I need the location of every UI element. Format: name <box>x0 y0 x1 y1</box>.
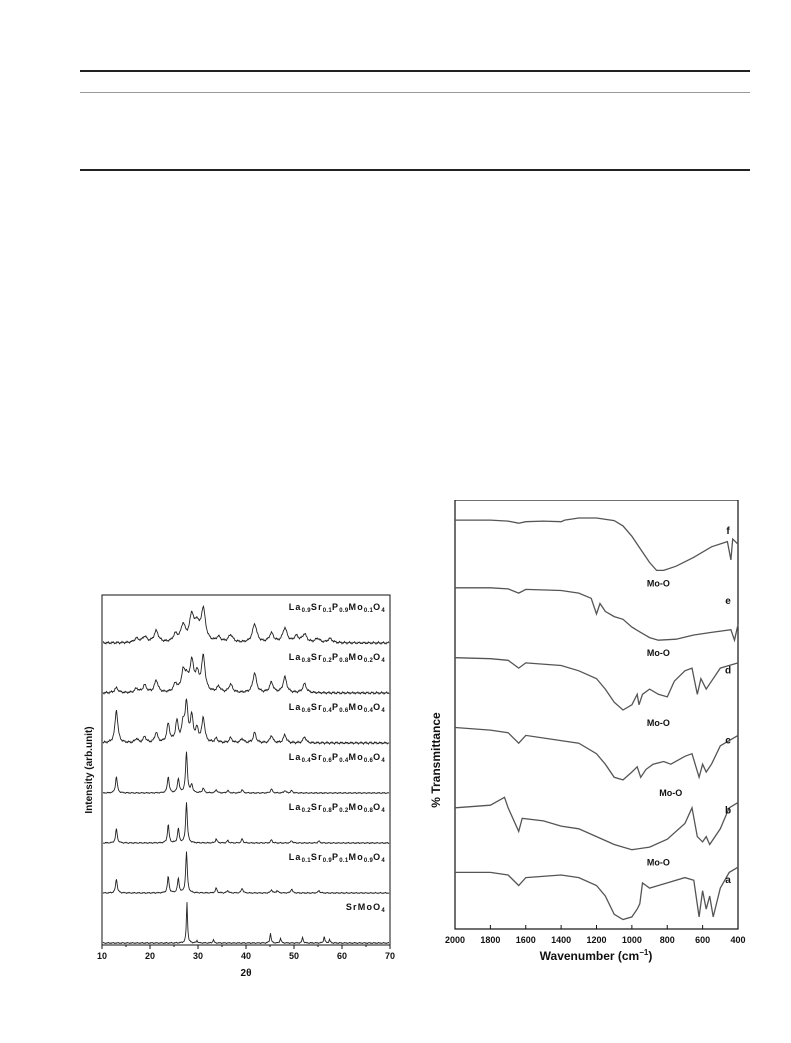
ir-figure <box>428 500 758 985</box>
xrd-x-tick-label-1: 20 <box>144 951 156 961</box>
ir-x-tick-label-3: 1400 <box>551 935 572 945</box>
ir-y-axis-title: % Transmittance <box>429 712 443 808</box>
xrd-x-axis-title: 2θ <box>240 968 252 979</box>
ir-series-label-c: c <box>725 735 731 747</box>
ir-series-label-a: a <box>725 875 731 887</box>
xrd-figure <box>80 590 400 985</box>
ir-mo-o-annotation-e: Mo-O <box>646 648 670 659</box>
table-header-rule <box>80 92 750 93</box>
ir-series-label-e: e <box>725 595 731 607</box>
ir-x-tick-label-8: 400 <box>730 935 746 945</box>
ir-x-tick-label-1: 1800 <box>480 935 501 945</box>
xrd-x-tick-label-3: 40 <box>240 951 252 961</box>
ir-x-tick-label-4: 1200 <box>586 935 607 945</box>
ir-chart <box>428 500 758 985</box>
xrd-series-label-5: $La_{0.1}Sr_{0.9}P_{0.1}Mo_{0.9}O_4$ <box>288 852 385 864</box>
ir-x-tick-label-6: 800 <box>659 935 675 945</box>
xrd-x-tick-label-5: 60 <box>336 951 348 961</box>
ir-x-tick-label-0: 2000 <box>444 935 466 945</box>
ir-mo-o-annotation-d: Mo-O <box>646 718 670 729</box>
xrd-chart <box>80 590 400 985</box>
ir-plot-frame <box>455 500 738 929</box>
xrd-series-label-3: $La_{0.4}Sr_{0.6}P_{0.4}Mo_{0.6}O_4$ <box>288 752 385 764</box>
ir-series-a <box>455 867 738 919</box>
xrd-series-label-1: $La_{0.8}Sr_{0.2}P_{0.8}Mo_{0.2}O_4$ <box>288 652 385 664</box>
ir-series-f <box>455 518 738 570</box>
ir-x-tick-label-5: 1000 <box>621 935 642 945</box>
ir-series-label-f: f <box>726 526 730 537</box>
xrd-x-tick-label-0: 10 <box>96 951 108 961</box>
ir-series-c <box>455 728 738 780</box>
xrd-series-label-0: $La_{0.9}Sr_{0.1}P_{0.9}Mo_{0.1}O_4$ <box>288 602 385 614</box>
ir-mo-o-annotation-f: Mo-O <box>646 578 670 589</box>
ir-series-d <box>455 658 738 710</box>
xrd-y-axis-title: Intensity (arb.unit) <box>84 726 95 814</box>
table-top-rule <box>80 70 750 72</box>
xrd-x-tick-label-4: 50 <box>288 951 300 961</box>
xrd-x-tick-label-6: 70 <box>384 951 396 961</box>
ir-mo-o-annotation-b: Mo-O <box>646 857 670 868</box>
ir-x-axis-title: Wavenumber $(cm^{-1})$ <box>539 948 653 963</box>
ir-series-label-d: d <box>724 665 732 677</box>
table-bottom-rule <box>80 169 750 171</box>
xrd-series-2 <box>103 699 389 744</box>
xrd-x-tick-label-2: 30 <box>192 951 204 961</box>
ir-mo-o-annotation-c: Mo-O <box>659 787 683 798</box>
xrd-series-label-4: $La_{0.2}Sr_{0.8}P_{0.2}Mo_{0.8}O_4$ <box>288 802 385 814</box>
ir-x-tick-label-7: 600 <box>695 935 711 945</box>
ir-series-label-b: b <box>724 805 732 817</box>
ir-series-b <box>455 797 738 849</box>
ir-series-e <box>455 588 738 640</box>
ir-x-tick-label-2: 1600 <box>515 935 536 945</box>
xrd-series-label-2: $La_{0.6}Sr_{0.4}P_{0.6}Mo_{0.4}O_4$ <box>288 702 385 714</box>
xrd-series-label-6: SrMoO$_4$ <box>345 902 385 914</box>
